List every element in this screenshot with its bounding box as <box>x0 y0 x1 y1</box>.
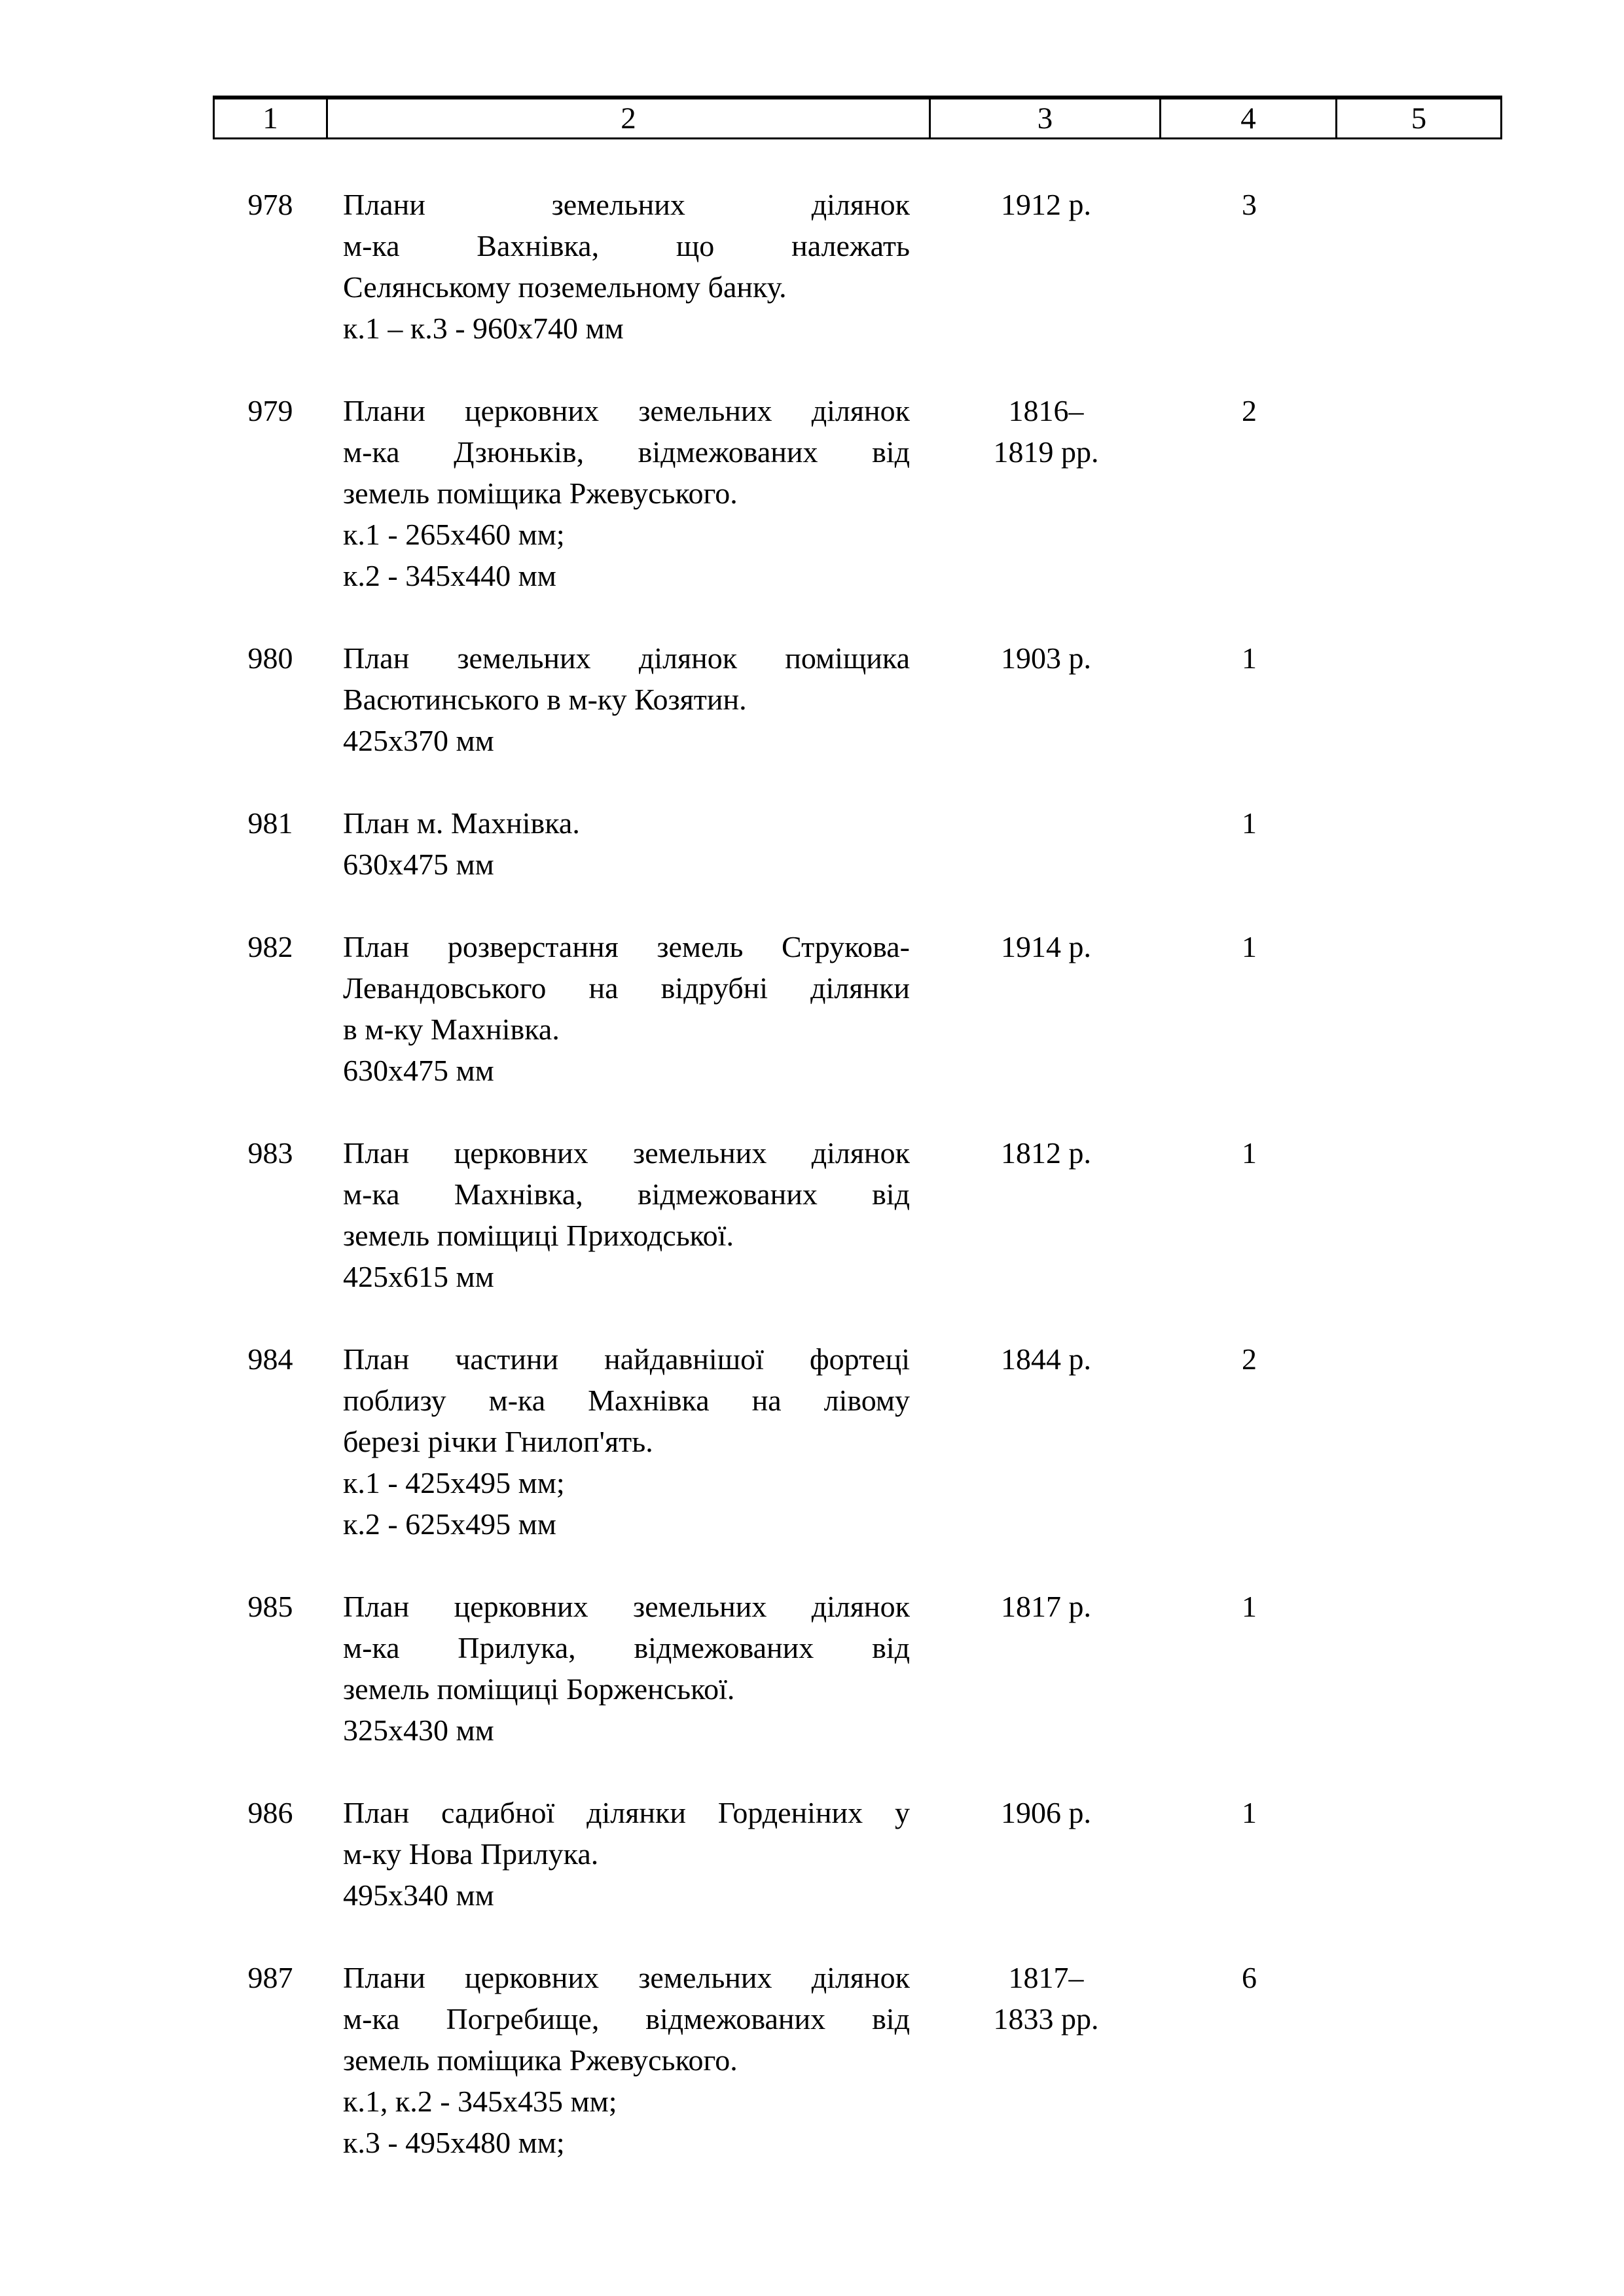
table-body <box>213 184 1502 2163</box>
entry-dimensions <box>343 1462 910 1545</box>
entry-description-cell <box>328 637 931 761</box>
table-row <box>213 926 1502 1091</box>
description-line: земель поміщика Ржевуського. <box>343 476 738 510</box>
entry-dimensions <box>343 2081 910 2163</box>
description-line: земель поміщиці Борженської. <box>343 1672 735 1706</box>
date-line: 1906 р. <box>1001 1796 1091 1829</box>
date-line: 1812 р. <box>1001 1136 1091 1170</box>
dimension-line: к.2 - 345х440 мм <box>343 559 556 592</box>
entry-date <box>931 1586 1161 1627</box>
entry-date <box>931 637 1161 679</box>
header-cell-2: 2 <box>328 99 931 137</box>
table-header-row <box>213 96 1502 139</box>
entry-count: 3 <box>1242 188 1257 221</box>
dimension-line: к.1 – к.3 - 960х740 мм <box>343 312 624 345</box>
table-row <box>213 1132 1502 1297</box>
entry-description-cell <box>328 1132 931 1297</box>
header-cell-1: 1 <box>215 99 328 137</box>
entry-number: 983 <box>247 1136 293 1170</box>
date-line: 1817 р. <box>1001 1590 1091 1623</box>
entry-dimensions <box>343 1256 910 1297</box>
entry-number: 981 <box>247 806 293 840</box>
dimension-line: 630х475 мм <box>343 1054 494 1087</box>
dimension-line: 495х340 мм <box>343 1878 494 1912</box>
table-row <box>213 184 1502 349</box>
date-line: 1819 рр. <box>993 435 1099 469</box>
date-line: 1833 рр. <box>993 2002 1099 2036</box>
entry-dimensions <box>343 1874 910 1916</box>
entry-description-cell <box>328 1586 931 1751</box>
description-line: м-ка Махнівка, відмежованих від <box>343 1177 910 1211</box>
header-cell-3: 3 <box>931 99 1161 137</box>
entry-description <box>343 926 910 1050</box>
entry-dimensions <box>343 514 910 596</box>
entry-date <box>931 1132 1161 1174</box>
dimension-line: к.1 - 425х495 мм; <box>343 1466 565 1499</box>
entry-description <box>343 390 910 514</box>
entry-description <box>343 637 910 720</box>
entry-dimensions <box>343 720 910 761</box>
dimension-line: 325х430 мм <box>343 1713 494 1747</box>
entry-description <box>343 1957 910 2081</box>
entry-description-cell <box>328 1957 931 2163</box>
entry-description-cell <box>328 1792 931 1916</box>
date-line: 1903 р. <box>1001 641 1091 675</box>
description-line: земель поміщиці Приходської. <box>343 1219 734 1252</box>
description-line: План розверстання земель Струкова- <box>343 930 910 963</box>
entry-date <box>931 390 1161 473</box>
entry-number: 978 <box>247 188 293 221</box>
dimension-line: 425х370 мм <box>343 724 494 757</box>
description-line: План церковних земельних ділянок <box>343 1136 910 1170</box>
entry-dimensions <box>343 844 910 885</box>
description-line: м-ка Дзюньків, відмежованих від <box>343 435 910 469</box>
entry-count: 1 <box>1242 806 1257 840</box>
entry-number: 982 <box>247 930 293 963</box>
table-row <box>213 637 1502 761</box>
table-row <box>213 390 1502 596</box>
header-cell-5: 5 <box>1411 101 1427 135</box>
description-line: Плани земельних ділянок <box>343 188 910 221</box>
description-line: в м-ку Махнівка. <box>343 1013 560 1046</box>
entry-count: 1 <box>1242 1590 1257 1623</box>
entry-count: 1 <box>1242 930 1257 963</box>
dimension-line: к.3 - 495х480 мм; <box>343 2126 565 2159</box>
date-line: 1816– <box>1008 394 1084 427</box>
entry-description <box>343 184 910 308</box>
entry-count: 1 <box>1242 1136 1257 1170</box>
table-row <box>213 802 1502 885</box>
description-line: поблизу м-ка Махнівка на лівому <box>343 1384 910 1417</box>
entry-description-cell <box>328 390 931 596</box>
dimension-line: к.1 - 265х460 мм; <box>343 518 565 551</box>
dimension-line: 425х615 мм <box>343 1260 494 1293</box>
description-line: Селянському поземельному банку. <box>343 270 787 304</box>
entry-description-cell <box>328 802 931 885</box>
entry-count: 2 <box>1242 394 1257 427</box>
description-line: м-ку Нова Прилука. <box>343 1837 599 1871</box>
entry-number: 980 <box>247 641 293 675</box>
inventory-table <box>213 96 1502 2204</box>
table-row <box>213 1586 1502 1751</box>
description-line: м-ка Погребище, відмежованих від <box>343 2002 910 2036</box>
entry-dimensions <box>343 1710 910 1751</box>
entry-number: 979 <box>247 394 293 427</box>
date-line: 1817– <box>1008 1961 1084 1994</box>
entry-description <box>343 1792 910 1874</box>
header-cell-4: 4 <box>1161 99 1337 137</box>
description-line: Плани церковних земельних ділянок <box>343 1961 910 1994</box>
description-line: План частини найдавнішої фортеці <box>343 1342 910 1376</box>
dimension-line: к.1, к.2 - 345х435 мм; <box>343 2085 617 2118</box>
entry-number: 984 <box>247 1342 293 1376</box>
entry-dimensions <box>343 1050 910 1091</box>
entry-description <box>343 802 910 844</box>
table-row <box>213 1957 1502 2163</box>
entry-date <box>931 1957 1161 2039</box>
entry-count: 1 <box>1242 641 1257 675</box>
entry-description <box>343 1586 910 1710</box>
description-line: Васютинського в м-ку Козятин. <box>343 683 747 716</box>
description-line: Левандовського на відрубні ділянки <box>343 971 910 1005</box>
entry-number: 987 <box>247 1961 293 1994</box>
date-line: 1844 р. <box>1001 1342 1091 1376</box>
description-line: м-ка Прилука, відмежованих від <box>343 1631 910 1664</box>
date-line: 1914 р. <box>1001 930 1091 963</box>
entry-count: 6 <box>1242 1961 1257 1994</box>
entry-description-cell <box>328 926 931 1091</box>
description-line: Плани церковних земельних ділянок <box>343 394 910 427</box>
entry-number: 985 <box>247 1590 293 1623</box>
date-line: 1912 р. <box>1001 188 1091 221</box>
entry-count: 1 <box>1242 1796 1257 1829</box>
entry-date <box>931 1338 1161 1380</box>
entry-date <box>931 1792 1161 1833</box>
entry-description <box>343 1132 910 1256</box>
description-line: План садибної ділянки Горденіних у <box>343 1796 910 1829</box>
entry-date <box>931 926 1161 967</box>
entry-date <box>931 184 1161 225</box>
description-line: План земельних ділянок поміщика <box>343 641 910 675</box>
entry-description <box>343 1338 910 1462</box>
table-row <box>213 1338 1502 1545</box>
entry-description-cell <box>328 1338 931 1545</box>
description-line: м-ка Вахнівка, що належать <box>343 229 910 262</box>
entry-dimensions <box>343 308 910 349</box>
description-line: березі річки Гнилоп'ять. <box>343 1425 653 1458</box>
entry-description-cell <box>328 184 931 349</box>
table-row <box>213 1792 1502 1916</box>
dimension-line: к.2 - 625х495 мм <box>343 1507 556 1541</box>
dimension-line: 630х475 мм <box>343 848 494 881</box>
entry-count: 2 <box>1242 1342 1257 1376</box>
description-line: План м. Махнівка. <box>343 806 580 840</box>
entry-number: 986 <box>247 1796 293 1829</box>
description-line: земель поміщика Ржевуського. <box>343 2043 738 2077</box>
description-line: План церковних земельних ділянок <box>343 1590 910 1623</box>
